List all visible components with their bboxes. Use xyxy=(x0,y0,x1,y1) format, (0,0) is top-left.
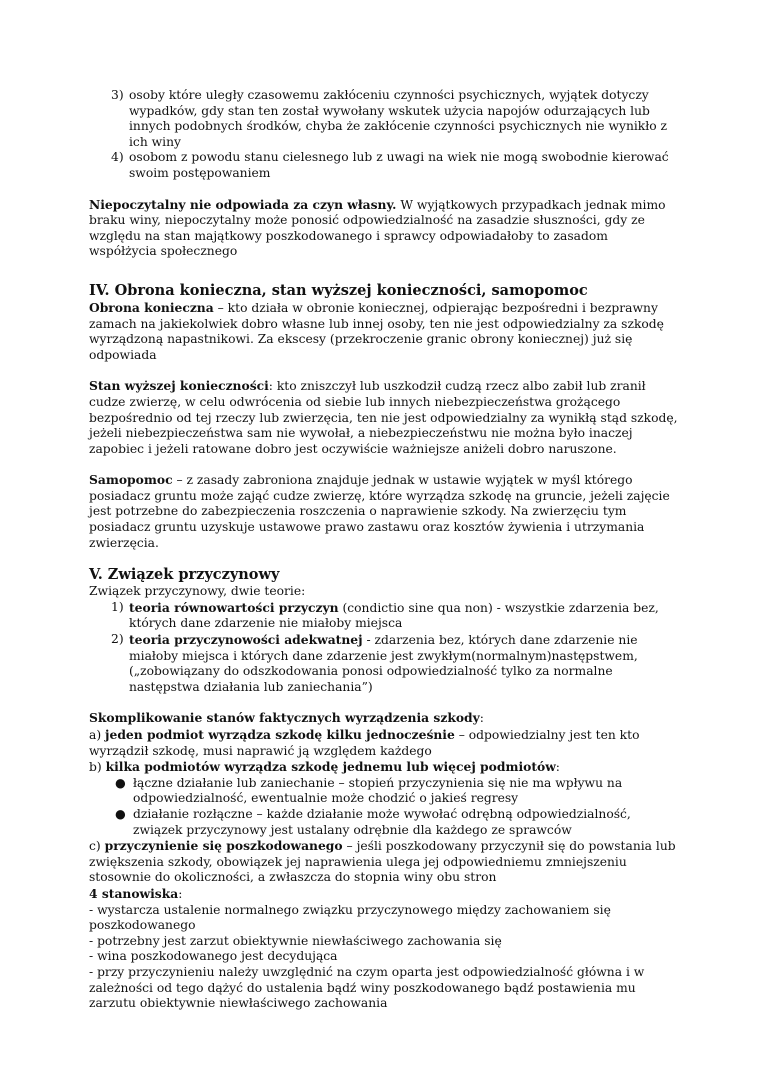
paragraph-b xyxy=(89,759,679,776)
theory-text: (condictio sine qua non) - wszystkie zdarzenia bez, których dane zdarzenie nie miałoby miejsca xyxy=(129,600,659,631)
section-heading-iv: IV. Obrona konieczna, stan wyższej konieczności, samopomoc xyxy=(89,281,588,299)
paragraph-samopomoc xyxy=(89,472,679,551)
bullet-icon: ● xyxy=(115,806,126,821)
list-item xyxy=(89,88,679,150)
bold-lead: 4 stanowiska xyxy=(89,885,179,901)
paragraph-a xyxy=(89,727,679,759)
list-text xyxy=(129,632,679,695)
bold-lead: Stan wyższej konieczności xyxy=(89,378,269,394)
bullet-list xyxy=(89,776,679,838)
colon: : xyxy=(555,760,560,775)
bold-lead: jeden podmiot wyrządza szkodę kilku jednocześnie xyxy=(105,727,455,742)
stanowisko-line: - wina poszkodowanego jest decydująca xyxy=(89,949,338,964)
paragraph-skomplikowanie xyxy=(89,710,679,727)
paragraph-obrona xyxy=(89,300,679,363)
list-number: 3) xyxy=(111,88,124,102)
bullet-text: łączne działanie lub zaniechanie – stopień przyczynienia się nie ma wpływu na odpowiedzialność, ewentualnie może chodzić o jakieś regresy xyxy=(133,775,623,806)
bold-lead: Obrona konieczna xyxy=(89,299,214,315)
bullet-icon: ● xyxy=(115,775,126,790)
bold-lead: teoria przyczynowości adekwatnej xyxy=(129,632,363,648)
item-prefix: a) xyxy=(89,728,106,742)
paragraph-text: – kto działa w obronie koniecznej, odpierając bezpośredni i bezprawny zamach na jakiekolwiek dobro własne lub innej osoby, ten nie jest odpowiedzialny za szkodę wyrządzoną napastnikowi. Za ekscesy (przekroczenie granic obrony koniecznej) już się odpowiada xyxy=(89,300,664,362)
paragraph-stanowiska xyxy=(89,886,679,903)
colon: : xyxy=(479,711,484,726)
document-page xyxy=(89,88,679,1012)
list-number: 4) xyxy=(111,150,124,165)
list-item xyxy=(89,776,679,807)
section-heading-v: V. Związek przyczynowy xyxy=(89,566,280,584)
paragraph-c xyxy=(89,838,679,886)
paragraph-intro: Związek przyczynowy, dwie teorie: xyxy=(89,584,306,599)
list-text xyxy=(129,600,679,632)
bold-lead: Skomplikowanie stanów faktycznych wyrządzenia szkody xyxy=(89,710,480,726)
bold-lead: Samopomoc xyxy=(89,472,173,488)
list-item xyxy=(89,150,679,181)
bold-lead: przyczynienie się poszkodowanego xyxy=(104,838,343,854)
bold-lead: kilka podmiotów wyrządza szkodę jednemu lub więcej podmiotów xyxy=(105,759,556,775)
bullet-text: działanie rozłączne – każde działanie może wywołać odrębną odpowiedzialność, związek przyczynowy jest ustalany odrębnie dla każdego ze sprawców xyxy=(133,806,631,837)
list-item xyxy=(89,632,679,695)
theories-list xyxy=(89,600,679,696)
paragraph-niepoczytalny xyxy=(89,197,679,260)
bold-lead: Niepoczytalny nie odpowiada za czyn własny. xyxy=(89,196,397,212)
theory-text: - zdarzenia bez, których dane zdarzenie nie miałoby miejsca i których dane zdarzenie jest zwykłym(normalnym)następstwem, („zobowiązany do odszkodowania ponosi odpowiedzialność tylko za normalne następstwa działania lub zaniechania”) xyxy=(129,633,638,694)
paragraph-text: : kto zniszczył lub uszkodził cudzą rzecz albo zabił lub zranił cudze zwierzę, w celu odwrócenia od siebie lub innych niebezpieczeństwa grożącego bezpośrednio od tej rzeczy lub zwierzęcia, ten nie jest odpowiedzialny za wynikłą stąd szkodę, jeżeli niebezpieczeństwa sam nie wywołał, a niebezpieczeństwu nie można było inaczej zapobiec i jeżeli ratowane dobro jest oczywiście ważniejsze aniżeli dobro naruszone. xyxy=(89,379,678,456)
numbered-list-top xyxy=(89,88,679,182)
list-number: 1) xyxy=(111,599,124,614)
stanowisko-line: - przy przyczynieniu należy uwzględnić na czym oparta jest odpowiedzialność główna i w zależności od tego dążyć do ustalenia bądź winy poszkodowanego bądź postawienia mu zarzutu obiektywnie niewłaściwego zachowania xyxy=(89,964,645,1011)
stanowisko-line: - potrzebny jest zarzut obiektywnie niewłaściwego zachowania się xyxy=(89,933,502,948)
list-number: 2) xyxy=(111,632,124,647)
colon: : xyxy=(178,886,183,901)
paragraph-text: W wyjątkowych przypadkach jednak mimo braku winy, niepoczytalny może ponosić odpowiedzialność na zasadzie słuszności, gdy ze względu na stan majątkowy poszkodowanego i sprawcy odpowiadałoby to zasadom współżycia społecznego xyxy=(89,197,666,259)
list-item xyxy=(89,600,679,632)
list-item xyxy=(89,807,679,838)
paragraph-stan xyxy=(89,378,679,457)
paragraph-text: – odpowiedzialny jest ten kto wyrządził szkodę, musi naprawić ją względem każdego xyxy=(89,728,640,758)
list-text: osoby które uległy czasowemu zakłóceniu czynności psychicznych, wyjątek dotyczy wypadków, gdy stan ten został wywołany wskutek użycia napojów odurzających lub innych podobnych środków, chyba że zakłócenie czynności psychicznych nie wynikło z ich winy xyxy=(129,88,668,149)
paragraph-text: – z zasady zabroniona znajduje jednak w ustawie wyjątek w myśl którego posiadacz gruntu może zająć cudze zwierzę, które wyrządza szkodę na gruncie, jeżeli zajęcie jest potrzebne do zabezpieczenia roszczenia o naprawienie szkody. Na zwierzęciu tym posiadacz gruntu uzyskuje ustawowe prawo zastawu oraz kosztów żywienia i utrzymania zwierzęcia. xyxy=(89,473,670,550)
stanowisko-line: - wystarcza ustalenie normalnego związku przyczynowego między zachowaniem się poszkodowanego xyxy=(89,902,611,933)
item-prefix: b) xyxy=(89,760,106,775)
bold-lead: teoria równowartości przyczyn xyxy=(129,599,339,615)
item-prefix: c) xyxy=(89,839,105,854)
paragraph-text: – jeśli poszkodowany przyczynił się do powstania lub zwiększenia szkody, obowiązek jej naprawienia ulega jej odpowiedniemu zmniejszeniu stosownie do okoliczności, a zwłaszcza do stopnia winy obu stron xyxy=(89,839,676,885)
list-text: osobom z powodu stanu cielesnego lub z uwagi na wiek nie mogą swobodnie kierować swoim postępowaniem xyxy=(129,150,669,180)
